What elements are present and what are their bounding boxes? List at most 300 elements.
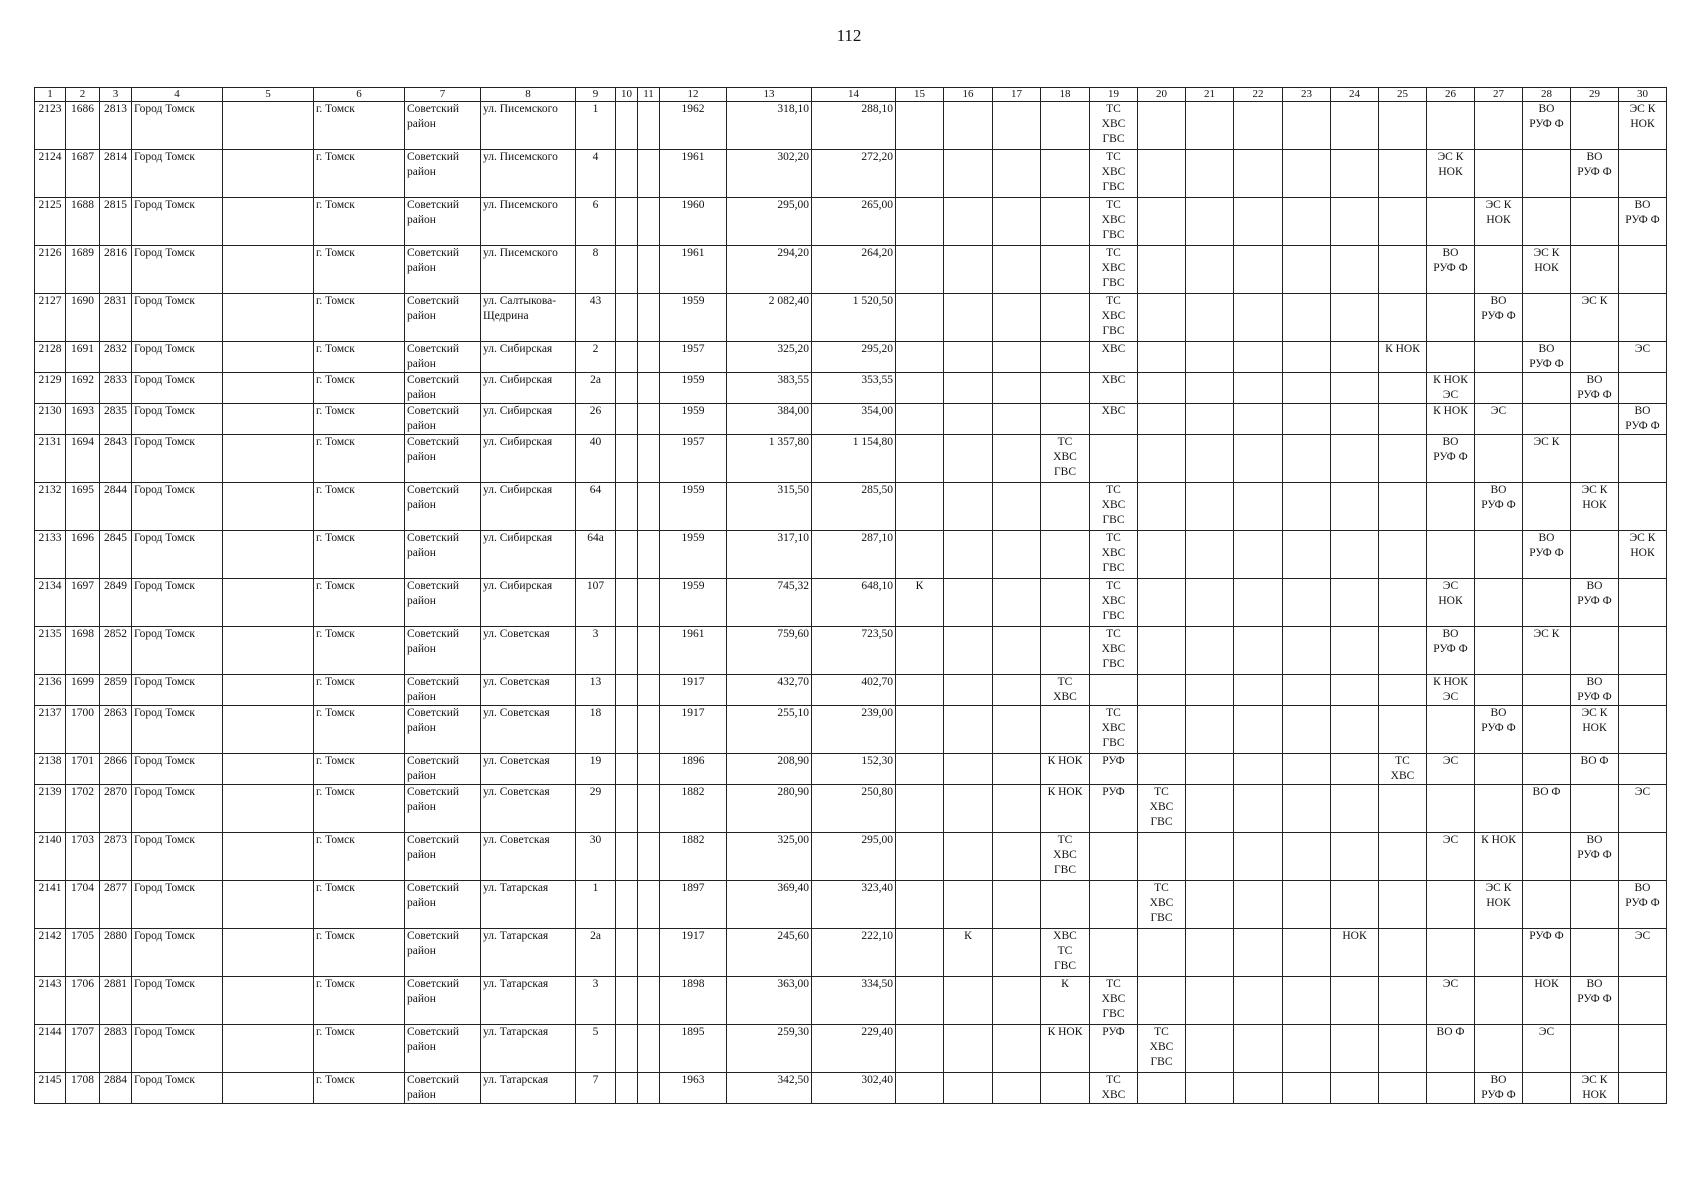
cell-col-21 [1186,1073,1234,1104]
cell-col-12: 1959 [660,483,727,531]
cell-col-6: г. Томск [314,1025,405,1073]
cell-col-30 [1619,627,1667,675]
cell-col-10 [616,342,638,373]
cell-col-6: г. Томск [314,881,405,929]
cell-col-26: К НОК [1427,404,1475,435]
cell-col-28 [1523,294,1571,342]
cell-col-16 [944,675,993,706]
cell-col-12: 1895 [660,1025,727,1073]
cell-col-27: ВО РУФ Ф [1475,294,1523,342]
cell-col-29: ВО РУФ Ф [1571,675,1619,706]
cell-col-7: Советский район [405,342,481,373]
cell-col-15 [896,531,944,579]
cell-col-7: Советский район [405,627,481,675]
cell-col-8: ул. Писемского [481,150,576,198]
cell-col-4: Город Томск [132,833,223,881]
cell-col-2: 1689 [66,246,100,294]
cell-col-25 [1379,404,1427,435]
cell-col-20 [1138,579,1186,627]
cell-col-26 [1427,531,1475,579]
table-row [35,929,1667,977]
cell-col-16 [944,531,993,579]
cell-col-6: г. Томск [314,150,405,198]
cell-col-14: 239,00 [812,706,896,754]
cell-col-15 [896,785,944,833]
cell-col-11 [638,342,660,373]
cell-col-12: 1960 [660,198,727,246]
cell-col-26: ВО РУФ Ф [1427,246,1475,294]
cell-col-4: Город Томск [132,198,223,246]
cell-col-24 [1331,342,1379,373]
cell-col-1: 2124 [35,150,66,198]
cell-col-16 [944,102,993,150]
column-header-4: 4 [132,88,223,102]
cell-col-1: 2129 [35,373,66,404]
cell-col-27: ЭС К НОК [1475,198,1523,246]
cell-col-28: НОК [1523,977,1571,1025]
cell-col-1: 2128 [35,342,66,373]
cell-col-30 [1619,373,1667,404]
column-header-18: 18 [1041,88,1090,102]
cell-col-27 [1475,342,1523,373]
cell-col-23 [1283,1025,1331,1073]
cell-col-4: Город Томск [132,373,223,404]
cell-col-29 [1571,929,1619,977]
column-header-24: 24 [1331,88,1379,102]
cell-col-21 [1186,833,1234,881]
cell-col-21 [1186,754,1234,785]
cell-col-2: 1702 [66,785,100,833]
cell-col-7: Советский район [405,785,481,833]
cell-col-7: Советский район [405,483,481,531]
cell-col-25 [1379,531,1427,579]
cell-col-10 [616,579,638,627]
cell-col-15 [896,627,944,675]
cell-col-8: ул. Татарская [481,881,576,929]
cell-col-5 [223,579,314,627]
cell-col-14: 1 520,50 [812,294,896,342]
table-row [35,1025,1667,1073]
cell-col-17 [993,977,1041,1025]
cell-col-26: ВО РУФ Ф [1427,435,1475,483]
cell-col-26 [1427,785,1475,833]
table-row [35,246,1667,294]
cell-col-10 [616,246,638,294]
cell-col-24 [1331,435,1379,483]
cell-col-30: ЭС К НОК [1619,531,1667,579]
cell-col-17 [993,1025,1041,1073]
cell-col-11 [638,373,660,404]
cell-col-5 [223,294,314,342]
cell-col-11 [638,785,660,833]
cell-col-20 [1138,833,1186,881]
column-header-5: 5 [223,88,314,102]
cell-col-19: ХВС [1090,404,1138,435]
cell-col-3: 2873 [100,833,132,881]
cell-col-2: 1698 [66,627,100,675]
column-header-28: 28 [1523,88,1571,102]
cell-col-25: ТС ХВС [1379,754,1427,785]
cell-col-8: ул. Советская [481,706,576,754]
cell-col-29 [1571,342,1619,373]
cell-col-22 [1234,977,1283,1025]
table-row [35,754,1667,785]
cell-col-5 [223,198,314,246]
cell-col-29 [1571,404,1619,435]
column-header-9: 9 [576,88,616,102]
cell-col-16 [944,373,993,404]
cell-col-17 [993,833,1041,881]
cell-col-6: г. Томск [314,754,405,785]
cell-col-27: ВО РУФ Ф [1475,483,1523,531]
cell-col-13: 317,10 [727,531,812,579]
cell-col-11 [638,198,660,246]
cell-col-13: 363,00 [727,977,812,1025]
cell-col-27 [1475,435,1523,483]
cell-col-22 [1234,785,1283,833]
cell-col-4: Город Томск [132,754,223,785]
cell-col-18 [1041,1073,1090,1104]
cell-col-11 [638,483,660,531]
cell-col-20: ТС ХВС ГВС [1138,881,1186,929]
cell-col-21 [1186,675,1234,706]
cell-col-20 [1138,294,1186,342]
cell-col-21 [1186,977,1234,1025]
cell-col-14: 648,10 [812,579,896,627]
cell-col-13: 295,00 [727,198,812,246]
cell-col-22 [1234,706,1283,754]
cell-col-3: 2814 [100,150,132,198]
cell-col-14: 354,00 [812,404,896,435]
cell-col-8: ул. Советская [481,675,576,706]
cell-col-18: ТС ХВС ГВС [1041,833,1090,881]
cell-col-26: ВО Ф [1427,1025,1475,1073]
cell-col-18 [1041,881,1090,929]
cell-col-28: РУФ Ф [1523,929,1571,977]
cell-col-14: 222,10 [812,929,896,977]
cell-col-6: г. Томск [314,531,405,579]
cell-col-2: 1701 [66,754,100,785]
cell-col-9: 5 [576,1025,616,1073]
cell-col-25 [1379,785,1427,833]
cell-col-4: Город Томск [132,246,223,294]
cell-col-9: 29 [576,785,616,833]
cell-col-12: 1961 [660,627,727,675]
cell-col-2: 1700 [66,706,100,754]
cell-col-2: 1697 [66,579,100,627]
cell-col-4: Город Томск [132,706,223,754]
cell-col-10 [616,977,638,1025]
cell-col-18 [1041,102,1090,150]
cell-col-19 [1090,675,1138,706]
cell-col-18 [1041,483,1090,531]
cell-col-13: 302,20 [727,150,812,198]
cell-col-19: ТС ХВС ГВС [1090,706,1138,754]
cell-col-27 [1475,1025,1523,1073]
cell-col-26 [1427,929,1475,977]
cell-col-18: ХВС ТС ГВС [1041,929,1090,977]
cell-col-4: Город Томск [132,294,223,342]
cell-col-8: ул. Советская [481,785,576,833]
cell-col-11 [638,150,660,198]
cell-col-8: ул. Советская [481,627,576,675]
cell-col-16 [944,706,993,754]
cell-col-28: ЭС К [1523,435,1571,483]
cell-col-16 [944,754,993,785]
cell-col-10 [616,1025,638,1073]
cell-col-16 [944,483,993,531]
column-header-6: 6 [314,88,405,102]
cell-col-15 [896,373,944,404]
cell-col-3: 2843 [100,435,132,483]
cell-col-26 [1427,483,1475,531]
column-header-14: 14 [812,88,896,102]
cell-col-20 [1138,102,1186,150]
cell-col-14: 287,10 [812,531,896,579]
cell-col-16 [944,294,993,342]
cell-col-15 [896,929,944,977]
cell-col-8: ул. Сибирская [481,579,576,627]
cell-col-8: ул. Сибирская [481,404,576,435]
cell-col-28 [1523,754,1571,785]
cell-col-6: г. Томск [314,246,405,294]
cell-col-7: Советский район [405,294,481,342]
cell-col-8: ул. Сибирская [481,435,576,483]
cell-col-3: 2833 [100,373,132,404]
cell-col-13: 432,70 [727,675,812,706]
cell-col-1: 2130 [35,404,66,435]
cell-col-28: ЭС К [1523,627,1571,675]
cell-col-23 [1283,929,1331,977]
cell-col-21 [1186,342,1234,373]
cell-col-7: Советский район [405,198,481,246]
cell-col-18: К НОК [1041,754,1090,785]
cell-col-15 [896,404,944,435]
cell-col-21 [1186,785,1234,833]
cell-col-29: ВО Ф [1571,754,1619,785]
cell-col-8: ул. Сибирская [481,342,576,373]
cell-col-17 [993,435,1041,483]
column-header-23: 23 [1283,88,1331,102]
cell-col-25 [1379,483,1427,531]
cell-col-30 [1619,294,1667,342]
cell-col-15 [896,675,944,706]
cell-col-12: 1897 [660,881,727,929]
cell-col-19 [1090,881,1138,929]
cell-col-5 [223,150,314,198]
cell-col-13: 745,32 [727,579,812,627]
cell-col-2: 1705 [66,929,100,977]
cell-col-11 [638,675,660,706]
cell-col-19: ТС ХВС [1090,1073,1138,1104]
cell-col-9: 64 [576,483,616,531]
cell-col-24 [1331,977,1379,1025]
cell-col-9: 107 [576,579,616,627]
table-row [35,881,1667,929]
cell-col-10 [616,198,638,246]
cell-col-2: 1691 [66,342,100,373]
cell-col-2: 1706 [66,977,100,1025]
table-row [35,706,1667,754]
cell-col-11 [638,754,660,785]
cell-col-13: 384,00 [727,404,812,435]
cell-col-22 [1234,627,1283,675]
cell-col-17 [993,246,1041,294]
table-row [35,373,1667,404]
cell-col-25 [1379,706,1427,754]
cell-col-21 [1186,579,1234,627]
cell-col-23 [1283,102,1331,150]
cell-col-11 [638,102,660,150]
cell-col-11 [638,977,660,1025]
cell-col-5 [223,675,314,706]
cell-col-15 [896,150,944,198]
cell-col-3: 2877 [100,881,132,929]
cell-col-28 [1523,373,1571,404]
cell-col-1: 2140 [35,833,66,881]
cell-col-14: 402,70 [812,675,896,706]
cell-col-1: 2134 [35,579,66,627]
cell-col-18 [1041,373,1090,404]
cell-col-25 [1379,977,1427,1025]
cell-col-17 [993,483,1041,531]
cell-col-11 [638,579,660,627]
cell-col-20 [1138,198,1186,246]
cell-col-26 [1427,881,1475,929]
cell-col-9: 19 [576,754,616,785]
cell-col-20 [1138,627,1186,675]
cell-col-2: 1707 [66,1025,100,1073]
cell-col-4: Город Томск [132,342,223,373]
cell-col-1: 2126 [35,246,66,294]
cell-col-29: ЭС К [1571,294,1619,342]
cell-col-27: ВО РУФ Ф [1475,706,1523,754]
cell-col-10 [616,833,638,881]
cell-col-11 [638,404,660,435]
cell-col-17 [993,404,1041,435]
cell-col-5 [223,929,314,977]
cell-col-16 [944,833,993,881]
cell-col-7: Советский район [405,579,481,627]
cell-col-3: 2845 [100,531,132,579]
cell-col-10 [616,404,638,435]
cell-col-22 [1234,342,1283,373]
cell-col-30: ЭС [1619,929,1667,977]
cell-col-6: г. Томск [314,706,405,754]
cell-col-5 [223,342,314,373]
cell-col-3: 2884 [100,1073,132,1104]
cell-col-25 [1379,929,1427,977]
column-header-12: 12 [660,88,727,102]
cell-col-17 [993,102,1041,150]
cell-col-7: Советский район [405,833,481,881]
cell-col-1: 2145 [35,1073,66,1104]
cell-col-19: ХВС [1090,342,1138,373]
cell-col-28 [1523,675,1571,706]
cell-col-16 [944,435,993,483]
table-row [35,675,1667,706]
cell-col-7: Советский район [405,881,481,929]
cell-col-5 [223,833,314,881]
cell-col-28 [1523,198,1571,246]
cell-col-11 [638,833,660,881]
cell-col-16 [944,198,993,246]
cell-col-5 [223,531,314,579]
cell-col-14: 288,10 [812,102,896,150]
cell-col-20 [1138,977,1186,1025]
cell-col-30 [1619,483,1667,531]
cell-col-4: Город Томск [132,579,223,627]
cell-col-9: 4 [576,150,616,198]
cell-col-26 [1427,342,1475,373]
cell-col-6: г. Томск [314,929,405,977]
cell-col-23 [1283,342,1331,373]
cell-col-20 [1138,754,1186,785]
cell-col-17 [993,531,1041,579]
cell-col-18 [1041,198,1090,246]
cell-col-30 [1619,150,1667,198]
cell-col-29 [1571,785,1619,833]
cell-col-20 [1138,404,1186,435]
cell-col-30 [1619,675,1667,706]
cell-col-19: ТС ХВС ГВС [1090,246,1138,294]
cell-col-6: г. Томск [314,102,405,150]
page-number: 112 [836,26,862,45]
cell-col-10 [616,102,638,150]
cell-col-15 [896,881,944,929]
cell-col-13: 342,50 [727,1073,812,1104]
cell-col-6: г. Томск [314,833,405,881]
cell-col-8: ул. Сибирская [481,483,576,531]
cell-col-24 [1331,754,1379,785]
table-row [35,579,1667,627]
cell-col-9: 43 [576,294,616,342]
cell-col-23 [1283,246,1331,294]
cell-col-3: 2835 [100,404,132,435]
cell-col-7: Советский район [405,754,481,785]
column-header-19: 19 [1090,88,1138,102]
table-row [35,294,1667,342]
cell-col-5 [223,1025,314,1073]
cell-col-19: ТС ХВС ГВС [1090,294,1138,342]
cell-col-10 [616,785,638,833]
cell-col-1: 2137 [35,706,66,754]
cell-col-29 [1571,198,1619,246]
cell-col-12: 1961 [660,246,727,294]
cell-col-1: 2136 [35,675,66,706]
cell-col-23 [1283,754,1331,785]
housing-register-table [34,87,1667,1104]
column-header-7: 7 [405,88,481,102]
cell-col-5 [223,627,314,675]
cell-col-22 [1234,754,1283,785]
cell-col-12: 1957 [660,342,727,373]
cell-col-25 [1379,102,1427,150]
cell-col-24 [1331,675,1379,706]
cell-col-2: 1690 [66,294,100,342]
cell-col-12: 1882 [660,785,727,833]
column-header-15: 15 [896,88,944,102]
cell-col-24 [1331,531,1379,579]
cell-col-21 [1186,1025,1234,1073]
cell-col-6: г. Томск [314,579,405,627]
cell-col-20 [1138,483,1186,531]
cell-col-28: ВО РУФ Ф [1523,342,1571,373]
cell-col-5 [223,977,314,1025]
cell-col-26 [1427,294,1475,342]
cell-col-15 [896,833,944,881]
cell-col-5 [223,785,314,833]
